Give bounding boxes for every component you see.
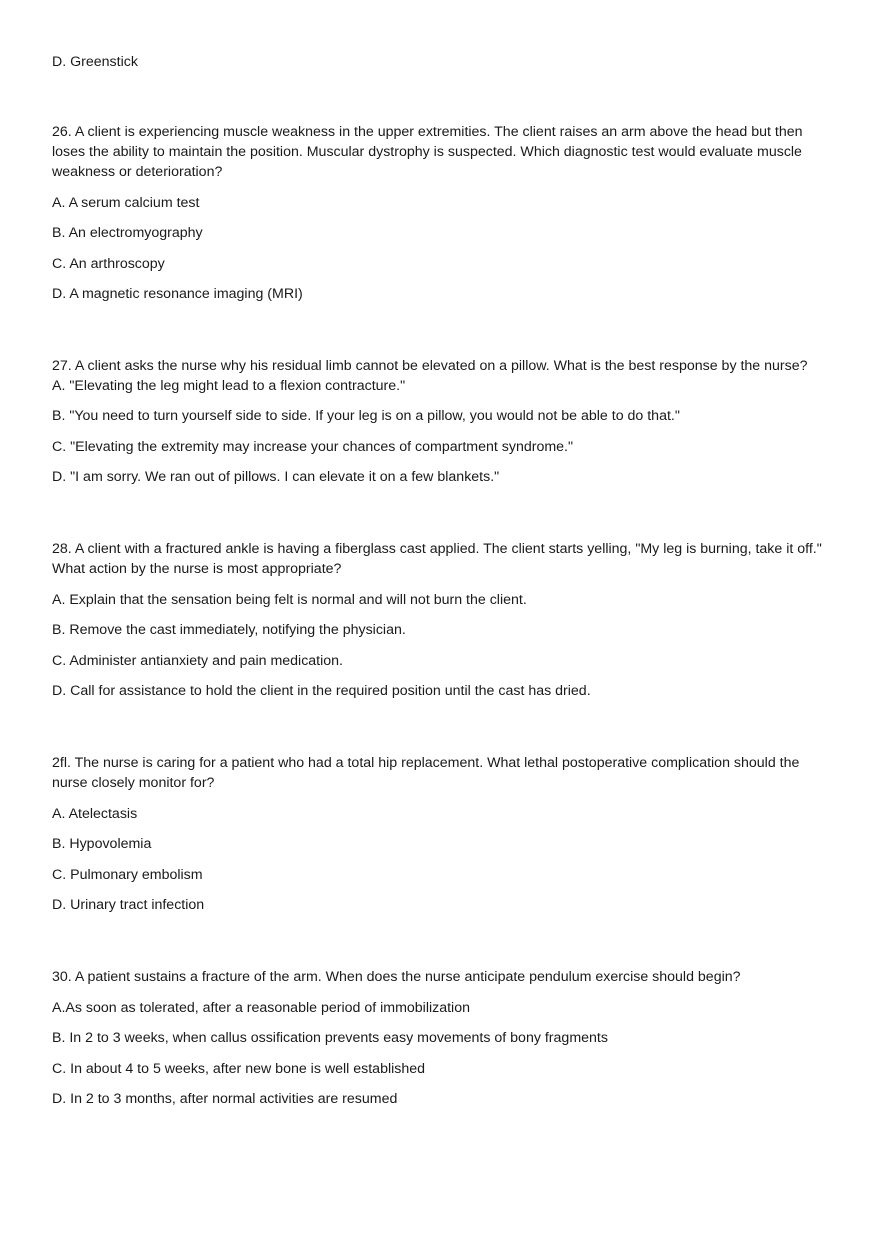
answer-option: C. In about 4 to 5 weeks, after new bone is well established	[52, 1060, 426, 1077]
answer-option: B. An electromyography	[52, 225, 203, 241]
answer-option: C. Administer antianxiety and pain medication.	[52, 652, 344, 669]
answer-option: A. A serum calcium test	[52, 194, 200, 211]
answer-option: A. "Elevating the leg might lead to a flexion contracture."	[52, 377, 406, 394]
answer-option: D. A magnetic resonance imaging (MRI)	[52, 286, 303, 302]
question-stem: 2fl. The nurse is caring for a patient who had a total hip replacement. What lethal postoperative complication should the nurse closely monitor for?	[52, 754, 800, 791]
answer-option: D. Call for assistance to hold the client in the required position until the cast has dried.	[52, 683, 591, 699]
question-block-26	[52, 122, 837, 305]
spacer	[52, 926, 837, 967]
question-stem: 26. A client is experiencing muscle weakness in the upper extremities. The client raises an arm above the head but then loses the ability to maintain the position. Muscular dystrophy is suspected. Which diagnostic test would evaluate muscle weakness or deterioration?	[52, 123, 803, 180]
answer-option: B. Remove the cast immediately, notifying the physician.	[52, 622, 406, 638]
answer-option: B. Hypovolemia	[52, 836, 152, 852]
answer-option: A. Atelectasis	[52, 805, 138, 822]
answer-option: D. "I am sorry. We ran out of pillows. I can elevate it on a few blankets."	[52, 469, 500, 485]
question-block-28	[52, 539, 837, 702]
spacer	[52, 83, 837, 122]
answer-option: D. In 2 to 3 months, after normal activities are resumed	[52, 1091, 398, 1107]
question-stem: 30. A patient sustains a fracture of the arm. When does the nurse anticipate pendulum exercise should begin?	[52, 968, 741, 985]
answer-option: B. "You need to turn yourself side to side. If your leg is on a pillow, you would not be able to do that."	[52, 408, 680, 424]
answer-option: B. In 2 to 3 weeks, when callus ossification prevents easy movements of bony fragments	[52, 1030, 608, 1046]
question-block-29	[52, 753, 837, 916]
lead-option: D. Greenstick	[52, 54, 138, 70]
answer-option: C. An arthroscopy	[52, 255, 165, 272]
answer-option: A. Explain that the sensation being felt is normal and will not burn the client.	[52, 591, 527, 608]
spacer	[52, 712, 837, 753]
answer-option: C. Pulmonary embolism	[52, 866, 203, 883]
answer-option: D. Urinary tract infection	[52, 897, 205, 913]
document-page	[52, 52, 837, 1120]
question-stem: 28. A client with a fractured ankle is having a fiberglass cast applied. The client starts yelling, "My leg is burning, take it off." What action by the nurse is most appropriate?	[52, 540, 822, 577]
spacer	[52, 498, 837, 539]
question-block-27	[52, 356, 837, 488]
question-stem: 27. A client asks the nurse why his residual limb cannot be elevated on a pillow. What is the best response by the nurse?	[52, 357, 808, 374]
answer-option: C. "Elevating the extremity may increase your chances of compartment syndrome."	[52, 438, 574, 455]
spacer	[52, 315, 837, 356]
question-block-30	[52, 967, 837, 1110]
answer-option: A.As soon as tolerated, after a reasonable period of immobilization	[52, 999, 470, 1016]
